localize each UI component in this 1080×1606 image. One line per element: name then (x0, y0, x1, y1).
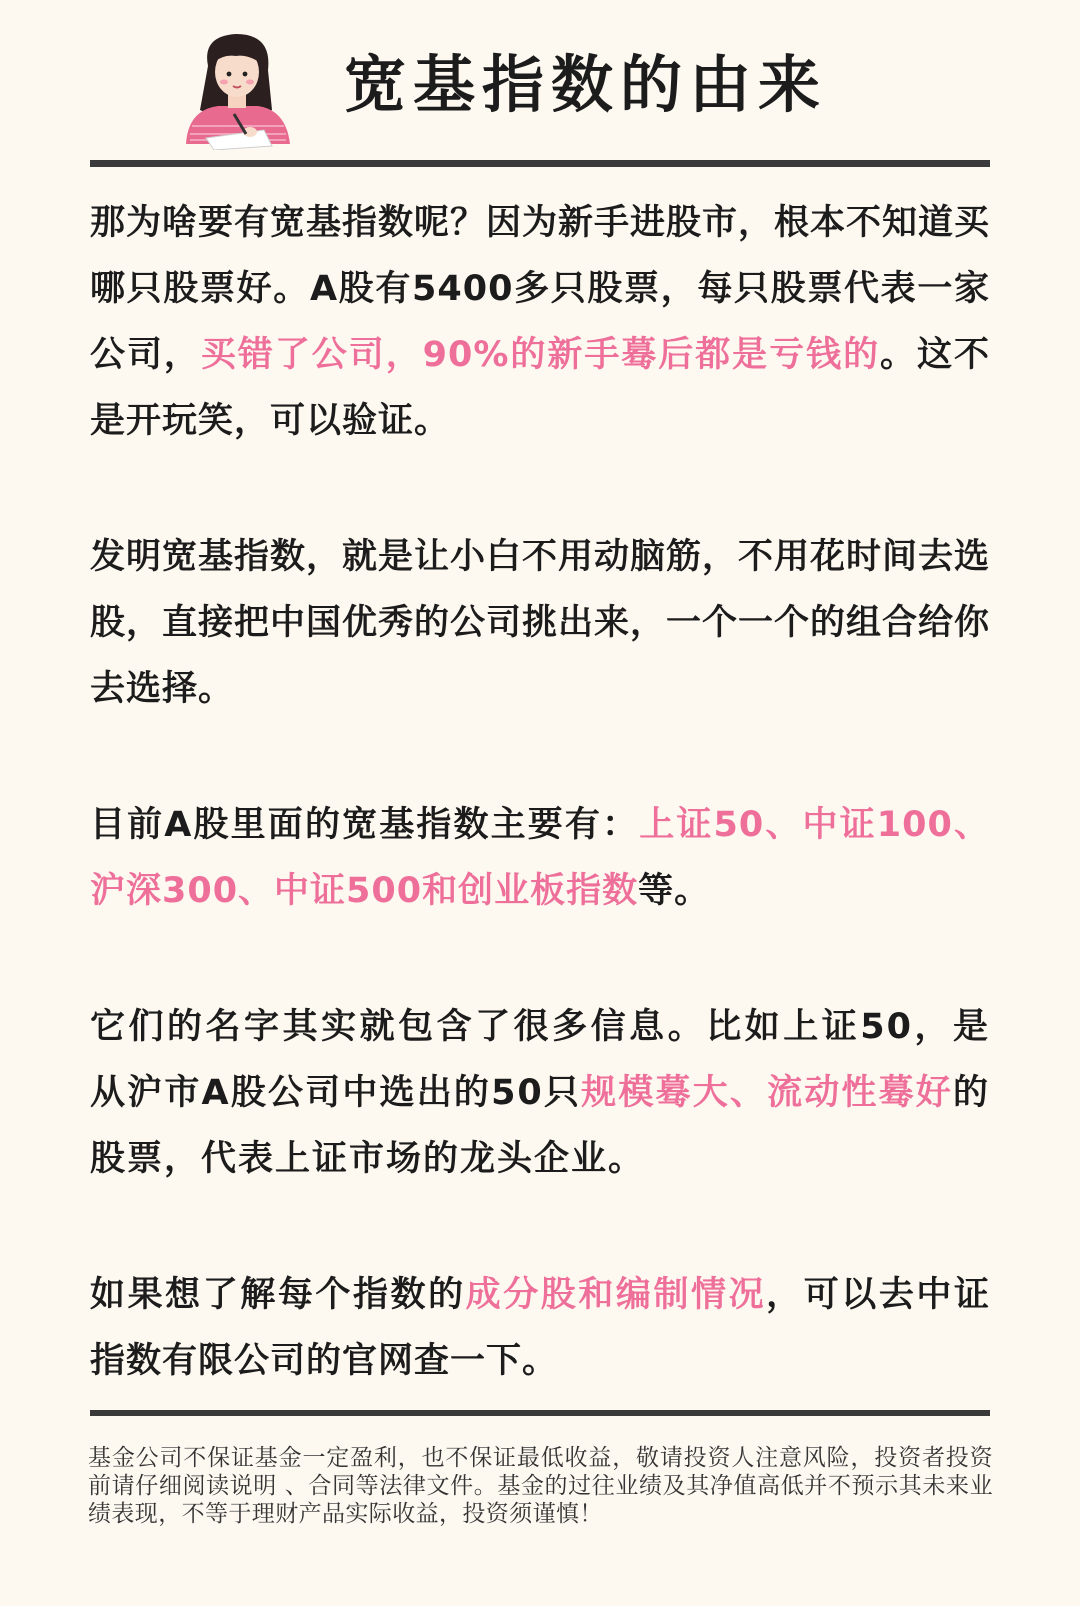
paragraph-1-text-end: 。这不是开玩笑，可以验证。 (90, 335, 990, 441)
paragraph-2 (90, 524, 990, 722)
paragraph-1-highlight: 买错了公司，90%的新手蓦后都是亏钱的 (200, 335, 881, 375)
page-title: 宽基指数的由来 (344, 48, 828, 121)
paragraph-5-highlight: 成分股和编制情况 (465, 1275, 767, 1315)
paragraph-4-text-end: 的股票，代表上证市场的龙头企业。 (90, 1073, 990, 1179)
paragraph-1-text: 那为啥要有宽基指数呢？因为新手进股市，根本不知道买哪只股票好。A股有5400多只股票，每只股票代表一家公司， (90, 203, 991, 375)
article-body (90, 190, 990, 1464)
paragraph-4 (90, 994, 990, 1192)
paragraph-3-text-end: 等。 (638, 871, 711, 911)
paragraph-4-text: 它们的名字其实就包含了很多信息。比如上证50，是从沪市A股公司中选出的50只 (90, 1007, 990, 1113)
paragraph-3-highlight: 上证50、中证100、沪深300、中证500和创业板指数 (90, 805, 990, 911)
paragraph-3-text: 目前A股里面的宽基指数主要有： (90, 805, 640, 845)
divider-top (90, 160, 990, 167)
girl-writing-icon (178, 26, 296, 150)
paragraph-2-text: 发明宽基指数，就是让小白不用动脑筋，不用花时间去选股，直接把中国优秀的公司挑出来，一个一个的组合给你去选择。 (90, 537, 991, 709)
disclaimer-text: 基金公司不保证基金一定盈利，也不保证最低收益，敬请投资人注意风险，投资者投资前请仔细阅读说明 、合同等法律文件。基金的过往业绩及其净值高低并不预示其未来业绩表现，不等于理财产品实际收益，投资须谨慎！ (88, 1445, 993, 1527)
paragraph-1 (90, 190, 990, 454)
paragraph-5 (90, 1262, 990, 1394)
paragraph-4-highlight: 规模蓦大、流动性蓦好 (581, 1073, 953, 1113)
divider-bottom (90, 1410, 990, 1416)
paragraph-3 (90, 792, 990, 924)
paragraph-5-text-end: ，可以去中证指数有限公司的官网查一下。 (90, 1275, 990, 1381)
header (0, 18, 1080, 158)
paragraph-5-text: 如果想了解每个指数的 (90, 1275, 466, 1315)
